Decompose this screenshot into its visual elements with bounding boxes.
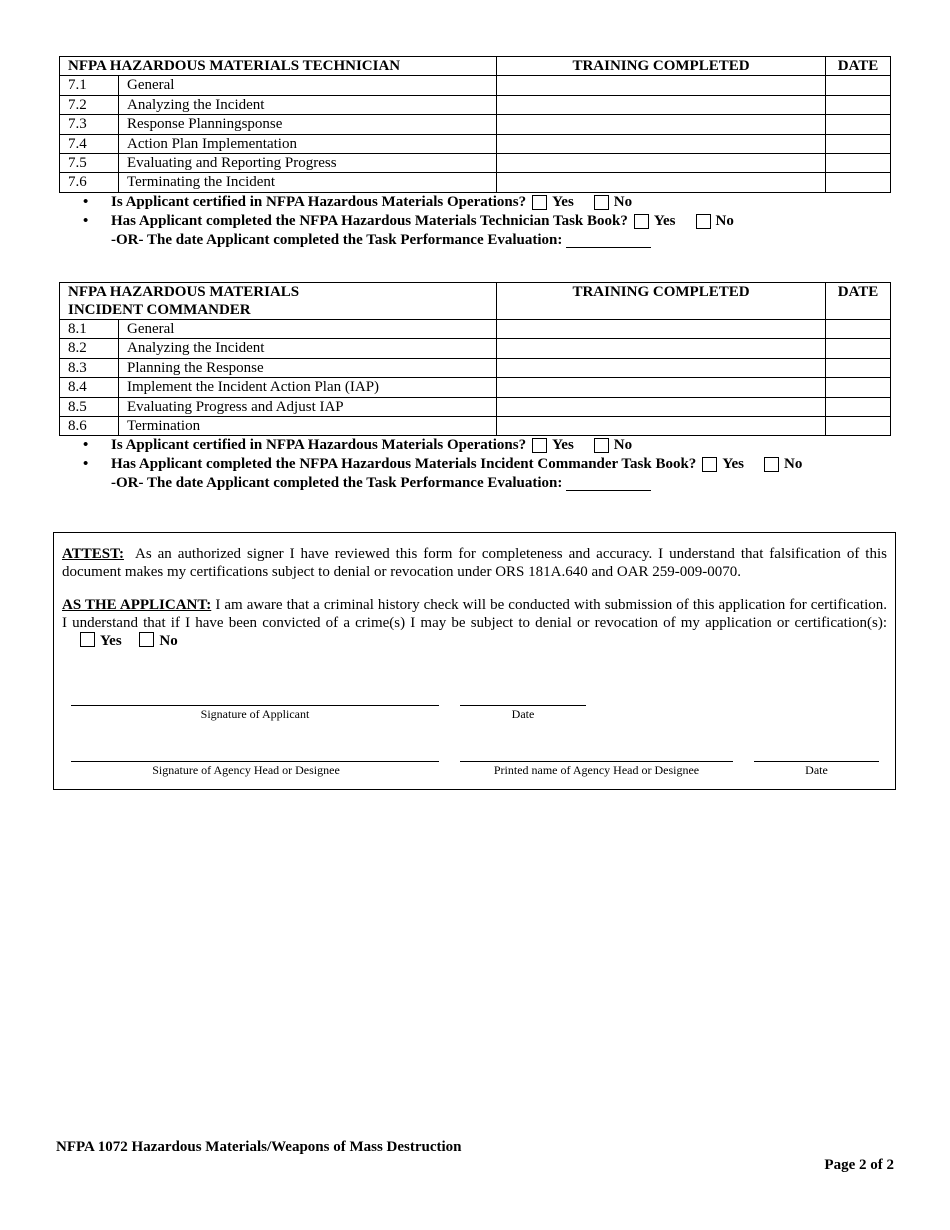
technician-evaluation-date [83, 231, 734, 250]
commander-evaluation-date [83, 474, 802, 493]
date-cell[interactable] [826, 173, 891, 192]
yes-checkbox[interactable] [702, 457, 717, 472]
table-row [60, 153, 891, 172]
attest-text: As an authorized signer I have reviewed this form for completeness and accuracy. I understand that falsification of this document makes my certifications subject to denial or revocation under ORS 181A.640 and OAR 259-009-0070. [62, 546, 887, 580]
row-label: General [119, 320, 497, 339]
yes-checkbox[interactable] [80, 632, 95, 647]
applicant-signature-line[interactable] [71, 705, 439, 706]
training-completed-cell[interactable] [497, 320, 826, 339]
technician-header-row [60, 57, 891, 76]
yes-checkbox[interactable] [532, 195, 547, 210]
date-cell[interactable] [826, 339, 891, 358]
date-cell[interactable] [826, 76, 891, 95]
training-completed-header: TRAINING COMPLETED [497, 57, 826, 76]
row-number: 7.4 [60, 134, 119, 153]
agency-date-label: Date [805, 763, 828, 777]
question-text: Is Applicant certified in NFPA Hazardous Materials Operations? [111, 437, 527, 453]
training-completed-cell[interactable] [497, 416, 826, 435]
date-cell[interactable] [826, 416, 891, 435]
row-number: 7.1 [60, 76, 119, 95]
no-checkbox[interactable] [594, 438, 609, 453]
training-completed-cell[interactable] [497, 397, 826, 416]
commander-question-operations [83, 436, 802, 455]
applicant-heading: AS THE APPLICANT: [62, 597, 212, 613]
page-number: Page 2 of 2 [824, 1157, 894, 1173]
row-label: Action Plan Implementation [119, 134, 497, 153]
bullet-icon: • [83, 437, 89, 453]
applicant-date-label: Date [511, 707, 535, 721]
no-checkbox[interactable] [594, 195, 609, 210]
training-completed-cell[interactable] [497, 76, 826, 95]
attest-paragraph [62, 545, 887, 581]
date-cell[interactable] [826, 397, 891, 416]
training-completed-cell[interactable] [497, 153, 826, 172]
commander-header-row [60, 283, 891, 320]
no-label: No [613, 437, 633, 453]
date-cell[interactable] [826, 134, 891, 153]
footer-title: NFPA 1072 Hazardous Materials/Weapons of Mass Destruction [56, 1139, 462, 1155]
agency-date-line[interactable] [754, 761, 879, 762]
no-checkbox[interactable] [139, 632, 154, 647]
attest-heading: ATTEST: [62, 546, 124, 562]
no-checkbox[interactable] [764, 457, 779, 472]
commander-title-line1: NFPA HAZARDOUS MATERIALS [68, 284, 300, 300]
or-text: -OR- The date Applicant completed the Task Performance Evaluation: [111, 232, 563, 248]
yes-label: Yes [100, 633, 122, 649]
row-label: Response Planningsponse [119, 115, 497, 134]
training-completed-cell[interactable] [497, 378, 826, 397]
question-text: Has Applicant completed the NFPA Hazardous Materials Technician Task Book? [111, 213, 628, 229]
commander-table [59, 282, 891, 436]
or-text: -OR- The date Applicant completed the Task Performance Evaluation: [111, 475, 563, 491]
row-number: 7.5 [60, 153, 119, 172]
evaluation-date-field[interactable] [566, 476, 651, 491]
yes-checkbox[interactable] [634, 214, 649, 229]
row-number: 8.5 [60, 397, 119, 416]
no-label: No [715, 213, 734, 229]
row-label: Evaluating Progress and Adjust IAP [119, 397, 497, 416]
row-label: Planning the Response [119, 358, 497, 377]
training-completed-cell[interactable] [497, 173, 826, 192]
technician-table [59, 56, 891, 193]
row-number: 7.6 [60, 173, 119, 192]
training-completed-cell[interactable] [497, 95, 826, 114]
evaluation-date-field[interactable] [566, 233, 651, 248]
table-row [60, 416, 891, 435]
yes-label: Yes [552, 194, 574, 210]
agency-head-signature-line[interactable] [71, 761, 439, 762]
row-label: Termination [119, 416, 497, 435]
training-completed-cell[interactable] [497, 134, 826, 153]
bullet-icon: • [83, 456, 89, 472]
date-header: DATE [826, 57, 891, 76]
row-number: 8.1 [60, 320, 119, 339]
yes-checkbox[interactable] [532, 438, 547, 453]
row-number: 8.3 [60, 358, 119, 377]
applicant-date-line[interactable] [460, 705, 586, 706]
commander-title-line2: INCIDENT COMMANDER [68, 302, 251, 318]
row-number: 7.2 [60, 95, 119, 114]
technician-question-taskbook [83, 212, 734, 231]
row-label: Implement the Incident Action Plan (IAP) [119, 378, 497, 397]
row-label: Evaluating and Reporting Progress [119, 153, 497, 172]
table-row [60, 358, 891, 377]
applicant-paragraph [62, 596, 887, 650]
table-row [60, 173, 891, 192]
row-number: 7.3 [60, 115, 119, 134]
bullet-icon: • [83, 194, 89, 210]
no-label: No [613, 194, 633, 210]
row-label: General [119, 76, 497, 95]
row-number: 8.4 [60, 378, 119, 397]
date-cell[interactable] [826, 95, 891, 114]
date-cell[interactable] [826, 358, 891, 377]
row-label: Analyzing the Incident [119, 95, 497, 114]
table-row [60, 134, 891, 153]
no-checkbox[interactable] [696, 214, 711, 229]
commander-questions [83, 436, 802, 493]
attestation-box [53, 532, 896, 790]
table-row [60, 378, 891, 397]
row-number: 8.6 [60, 416, 119, 435]
no-label: No [783, 456, 803, 472]
training-completed-cell[interactable] [497, 115, 826, 134]
no-label: No [159, 633, 178, 649]
technician-question-operations [83, 193, 734, 212]
commander-question-taskbook [83, 455, 802, 474]
training-completed-cell[interactable] [497, 358, 826, 377]
applicant-text: I am aware that a criminal history check will be conducted with submission of this application for certification. I understand that if I have been convicted of a crime(s) I may be subject to denial or revocation of my application or certification(s): [62, 597, 888, 631]
date-cell[interactable] [826, 320, 891, 339]
yes-label: Yes [552, 437, 574, 453]
table-row [60, 339, 891, 358]
technician-title: NFPA HAZARDOUS MATERIALS TECHNICIAN [60, 57, 497, 76]
table-row [60, 115, 891, 134]
yes-label: Yes [653, 213, 676, 229]
applicant-signature-label: Signature of Applicant [200, 707, 310, 721]
row-number: 8.2 [60, 339, 119, 358]
printed-name-label: Printed name of Agency Head or Designee [493, 763, 700, 777]
question-text: Is Applicant certified in NFPA Hazardous Materials Operations? [111, 194, 527, 210]
date-cell[interactable] [826, 153, 891, 172]
date-cell[interactable] [826, 378, 891, 397]
printed-name-line[interactable] [460, 761, 733, 762]
commander-title [60, 283, 497, 320]
yes-label: Yes [722, 456, 744, 472]
row-label: Terminating the Incident [119, 173, 497, 192]
table-row [60, 397, 891, 416]
table-row [60, 320, 891, 339]
agency-head-signature-label: Signature of Agency Head or Designee [152, 763, 340, 777]
question-text: Has Applicant completed the NFPA Hazardous Materials Incident Commander Task Book? [111, 456, 697, 472]
table-row [60, 76, 891, 95]
technician-questions [83, 193, 734, 250]
training-completed-cell[interactable] [497, 339, 826, 358]
row-label: Analyzing the Incident [119, 339, 497, 358]
date-header: DATE [826, 283, 891, 320]
table-row [60, 95, 891, 114]
bullet-icon: • [83, 213, 89, 229]
training-completed-header: TRAINING COMPLETED [497, 283, 826, 320]
date-cell[interactable] [826, 115, 891, 134]
